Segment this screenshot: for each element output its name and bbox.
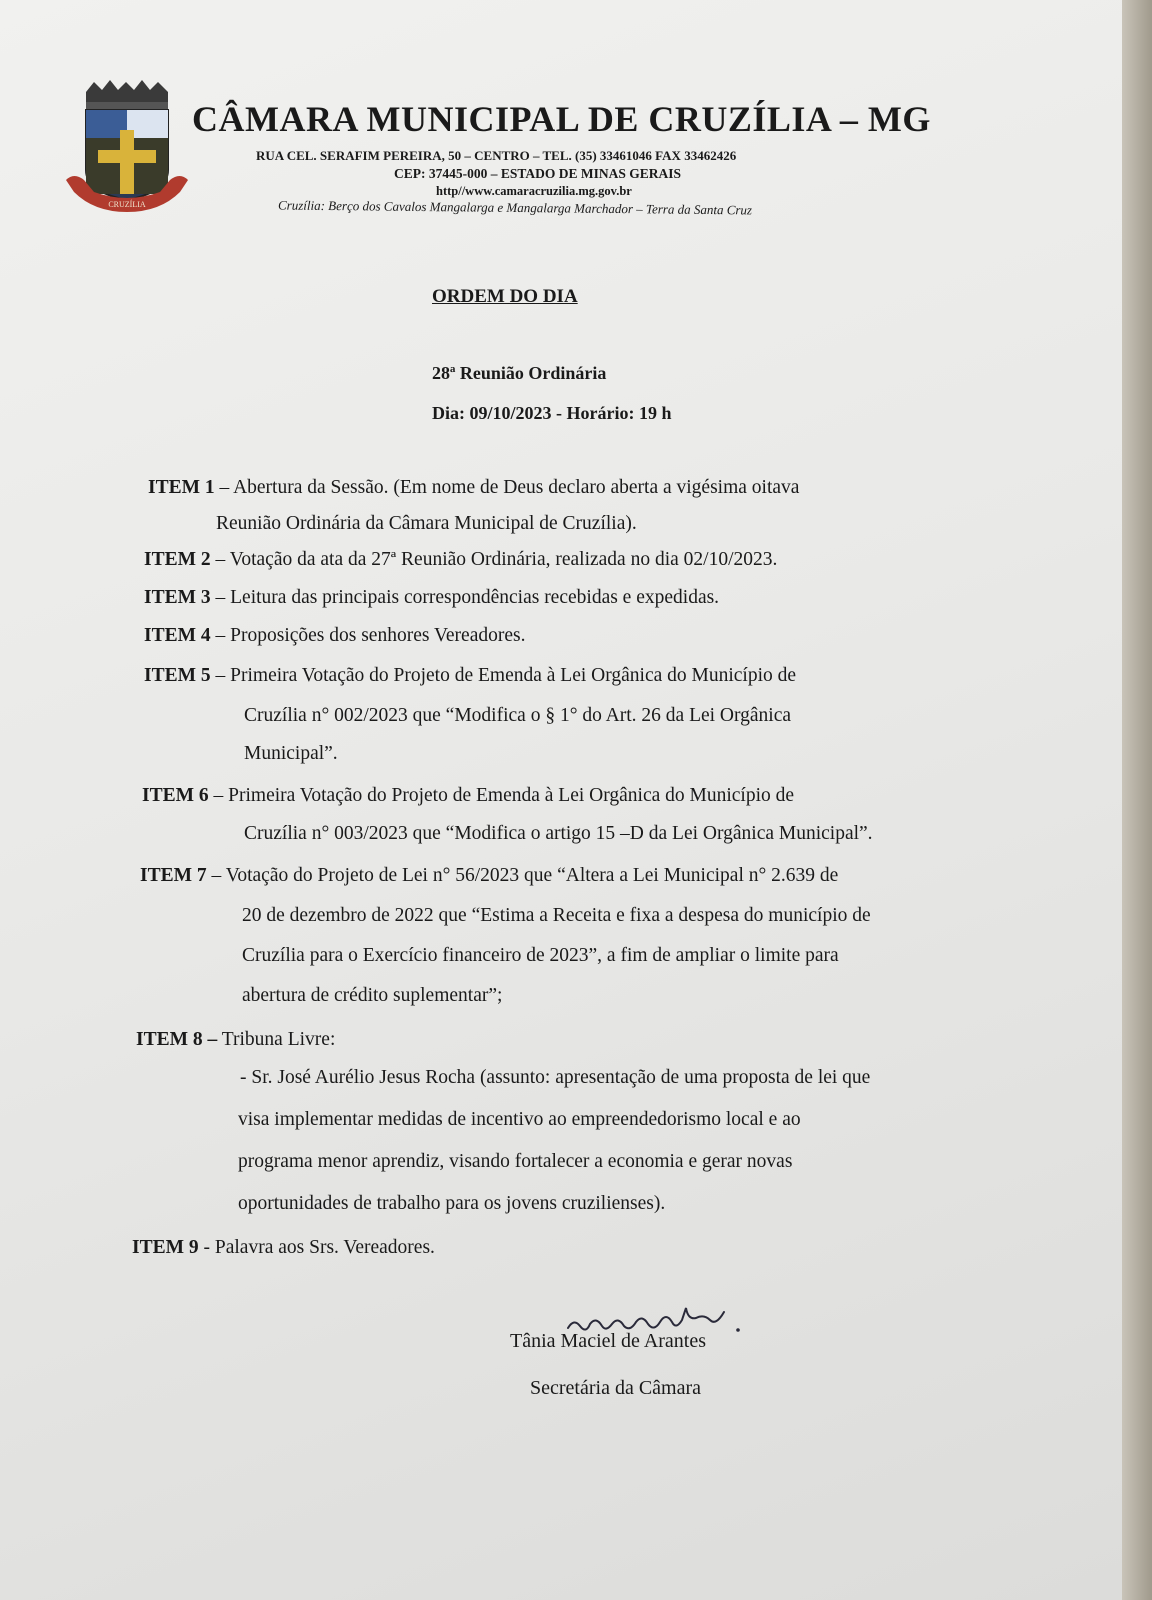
item-text: – Votação do Projeto de Lei n° 56/2023 que “Altera a Lei Municipal n° 2.639 de — [211, 865, 839, 886]
agenda-item — [142, 776, 794, 816]
item-text: Municipal”. — [244, 743, 338, 764]
item-label: ITEM 1 — [148, 477, 215, 498]
item-text: - Palavra aos Srs. Vereadores. — [203, 1237, 435, 1258]
item-text: – Abertura da Sessão. (Em nome de Deus declaro aberta a vigésima oitava — [219, 477, 800, 498]
item-text: Reunião Ordinária da Câmara Municipal de Cruzília). — [216, 513, 637, 534]
item-text: – Leitura das principais correspondências recebidas e expedidas. — [215, 587, 720, 608]
slogan-line: Cruzília: Berço dos Cavalos Mangalarga e Mangalarga Marchador – Terra da Santa Cruz — [277, 197, 753, 218]
item-text: – Primeira Votação do Projeto de Emenda à Lei Orgânica do Município de — [213, 785, 795, 806]
item-text: Cruzília n° 002/2023 que “Modifica o § 1° do Art. 26 da Lei Orgânica — [244, 705, 792, 726]
page-heading: ORDEM DO DIA — [432, 286, 578, 307]
item-text: abertura de crédito suplementar”; — [242, 985, 503, 1006]
item-label: ITEM 7 — [140, 865, 207, 886]
cep-line: CEP: 37445-000 – ESTADO DE MINAS GERAIS — [394, 166, 682, 181]
item-text: programa menor aprendiz, visando fortalecer a economia e gerar novas — [238, 1151, 793, 1172]
agenda-item — [132, 1228, 435, 1268]
agenda-item — [136, 1020, 335, 1060]
item-text: 20 de dezembro de 2022 que “Estima a Receita e fixa a despesa do município de — [242, 905, 871, 926]
item-label: ITEM 6 — [142, 785, 209, 806]
agenda-item — [144, 578, 719, 618]
signatory-name: Tânia Maciel de Arantes — [510, 1330, 707, 1352]
agenda-item — [144, 656, 796, 696]
agenda-item — [140, 856, 838, 896]
coat-of-arms-icon — [64, 80, 190, 216]
agenda-item — [144, 540, 777, 580]
website-line: http//www.camaracruzilia.mg.gov.br — [436, 184, 632, 198]
item-text: – Votação da ata da 27ª Reunião Ordinária, realizada no dia 02/10/2023. — [215, 549, 778, 570]
item-text: visa implementar medidas de incentivo ao empreendedorismo local e ao — [238, 1109, 801, 1130]
item-label: ITEM 9 — [132, 1237, 199, 1258]
item-text: - Sr. José Aurélio Jesus Rocha (assunto: apresentação de uma proposta de lei que — [240, 1067, 871, 1088]
item-text: Cruzília n° 003/2023 que “Modifica o artigo 15 –D da Lei Orgânica Municipal”. — [244, 823, 873, 844]
item-label: ITEM 4 — [144, 625, 211, 646]
agenda-item — [144, 616, 525, 656]
session-title: 28ª Reunião Ordinária — [432, 363, 607, 383]
item-text: – Proposições dos senhores Vereadores. — [215, 625, 526, 646]
item-label: ITEM 5 — [144, 665, 211, 686]
item-label: ITEM 8 – — [136, 1029, 218, 1050]
session-date-time: Dia: 09/10/2023 - Horário: 19 h — [432, 403, 672, 423]
item-text: Cruzília para o Exercício financeiro de 2023”, a fim de ampliar o limite para — [242, 945, 839, 966]
letterhead — [64, 80, 964, 240]
item-text: – Primeira Votação do Projeto de Emenda à Lei Orgânica do Município de — [215, 665, 797, 686]
item-label: ITEM 3 — [144, 587, 211, 608]
crest-ribbon-text: CRUZÍLIA — [108, 200, 146, 209]
item-text: Tribuna Livre: — [221, 1029, 336, 1050]
address-line: RUA CEL. SERAFIM PEREIRA, 50 – CENTRO – TEL. (35) 33461046 FAX 33462426 — [256, 148, 737, 163]
item-text: oportunidades de trabalho para os jovens cruzilienses). — [238, 1193, 666, 1214]
item-label: ITEM 2 — [144, 549, 211, 570]
institution-title: CÂMARA MUNICIPAL DE CRUZÍLIA – MG — [192, 99, 931, 139]
agenda-item — [148, 468, 799, 508]
signatory-role: Secretária da Câmara — [530, 1377, 702, 1399]
page-background-edge — [1122, 0, 1152, 1600]
